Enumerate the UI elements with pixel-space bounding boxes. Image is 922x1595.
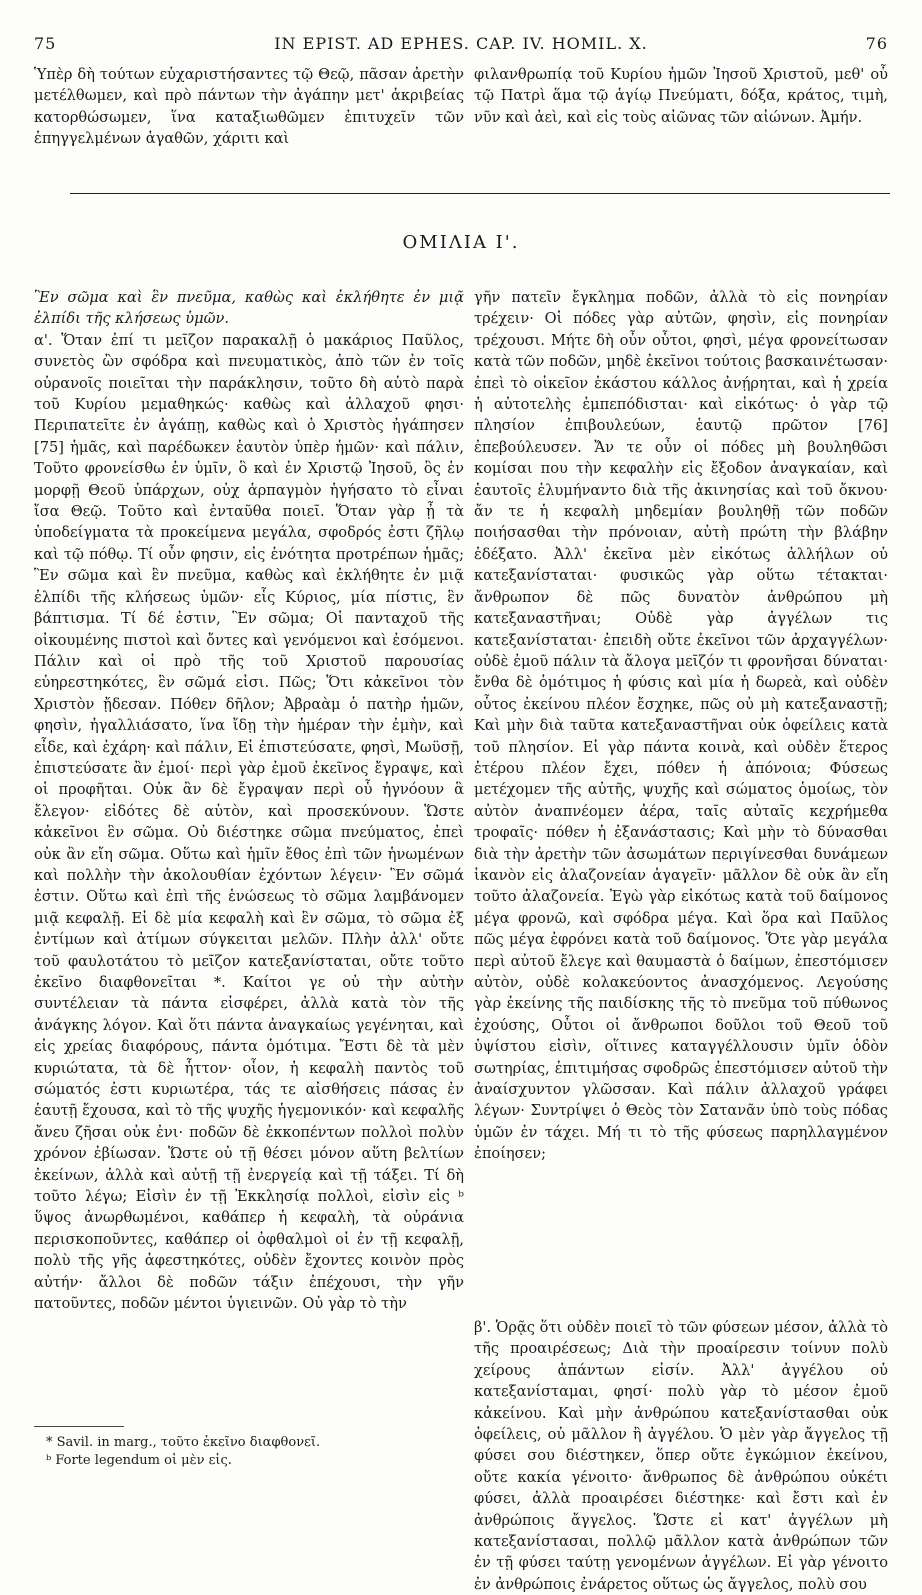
left-body-text: α'. Ὅταν ἐπί τι μεῖζον παρακαλῇ ὁ μακάριος Παῦλος, συνετὸς ὢν σφόδρα καὶ πνευματικὸς, ἀπὸ τῶν ἐν τοῖς οὐρανοῖς ποιεῖται τὴν παράκλησιν, τοῦτο δὴ αὐτὸ παρὰ τοῦ Κυρίου μεμαθηκώς· καθὼς καὶ ἀλλαχοῦ φησι· Περιπατεῖτε ἐν ἀγάπῃ, καθὼς καὶ ὁ Χριστὸς ἠγάπησεν [75] ἡμᾶς, καὶ παρέδωκεν ἑαυτὸν ὑπὲρ ἡμῶν· καὶ πάλιν, Τοῦτο φρονείσθω ἐν ὑμῖν, ὃ καὶ ἐν Χριστῷ Ἰησοῦ, ὃς ἐν μορφῇ Θεοῦ ὑπάρχων, οὐχ ἁρπαγμὸν ἡγήσατο τὸ εἶναι ἴσα Θεῷ. Τοῦτο καὶ ἐνταῦθα ποιεῖ. Ὅταν γὰρ ᾖ τὰ ὑποδείγματα τὰ προκείμενα μεγάλα, σφοδρός ἐστι ζῆλῳ καὶ τῷ πόθῳ. Τί οὖν φησιν, εἰς ἑνότητα προτρέπων ἡμᾶς; Ἓν σῶμα καὶ ἓν πνεῦμα, καθὼς καὶ ἐκλήθητε ἐν μιᾷ ἐλπίδι τῆς κλήσεως ὑμῶν· εἷς Κύριος, μία πίστις, ἓν βάπτισμα. Τί δέ ἐστιν, Ἓν σῶμα; Οἱ πανταχοῦ τῆς οἰκουμένης πιστοὶ καὶ ὄντες καὶ γενόμενοι καὶ ἐσόμενοι. Πάλιν καὶ οἱ πρὸ τῆς τοῦ Χριστοῦ παρουσίας εὐηρεστηκότες, ἓν σῶμά εἰσι. Πῶς; Ὅτι κἀκεῖνοι τὸν Χριστὸν ᾔδεσαν. Πόθεν δῆλον; Ἀβραὰμ ὁ πατὴρ ἡμῶν, φησὶν, ἠγαλλιάσατο, ἵνα ἴδῃ τὴν ἡμέραν τὴν ἐμὴν, καὶ εἶδε, καὶ ἐχάρη· καὶ πάλιν, Εἰ ἐπιστεύσατε, φησὶ, Μωϋσῇ, ἐπιστεύσατε ἂν ἐμοί· περὶ γὰρ ἐμοῦ ἐκεῖνος ἔγραψε, καὶ οἱ προφῆται. Οὐκ ἂν δὲ ἔγραψαν περὶ οὗ ἠγνόουν ἃ ἔλεγον· εἰδότες δὲ αὐτὸν, καὶ προσεκύνουν. Ὥστε κἀκεῖνοι ἓν σῶμα. Οὐ διέστηκε σῶμα πνεύματος, ἐπεὶ οὐκ ἂν εἴη σῶμα. Οὕτω καὶ ἡμῖν ἔθος ἐπὶ τῶν ἡνωμένων καὶ πολλὴν τὴν ἀκολουθίαν ἐχόντων λέγειν· Ἓν σῶμά ἐστιν. Οὕτω καὶ ἐπὶ τῆς ἑνώσεως τὸ σῶμα λαμβάνομεν μιᾷ κεφαλῇ. Εἰ δὲ μία κεφαλὴ καὶ ἓν σῶμα, τὸ σῶμα ἐξ ἐντίμων καὶ ἀτίμων σύγκειται μελῶν. Πλὴν ἀλλ' οὔτε τοῦ φαυλοτάτου τὸ μεῖζον κατεξανίσταται, οὔτε τοῦτο ἐκεῖνο διαφθονεῖται *. Καίτοι γε οὐ τὴν αὐτὴν συντέλειαν τὰ πάντα εἰσφέρει, ἀλλὰ κατὰ τὸν τῆς ἀνάγκης λόγον. Καὶ ὅτι πάντα ἀναγκαίως γεγένηται, καὶ εἰς χρείας διαφόρους, πάντα ὁμότιμα. Ἔστι δὲ τὰ μὲν κυριώτατα, τὰ δὲ ἧττον· οἷον, ἡ κεφαλὴ παντὸς τοῦ σώματός ἐστι κυριωτέρα, τάς τε αἰσθήσεις πάσας ἐν ἑαυτῇ ἔχουσα, καὶ τὸ τῆς ψυχῆς ἡγεμονικόν· καὶ κεφαλῆς ἄνευ ζῆσαι οὐκ ἐνι· ποδῶν δὲ ἐκκοπέντων πολλοὶ πολὺν χρόνον ἐβίωσαν. Ὥστε οὐ τῇ θέσει μόνον αὕτη βελτίων ἐκείνων, ἀλλὰ καὶ αὐτῇ τῇ ἐνεργείᾳ καὶ τῇ τάξει. Τί δὴ τοῦτο λέγω; Εἰσὶν ἐν τῇ Ἐκκλησίᾳ πολλοὶ, εἰσὶν εἰς ᵇ ὕψος ἀνωρθωμένοι, καθάπερ ἡ κεφαλὴ, τὰ οὐράνια περισκοποῦντες, καθάπερ οἱ ὀφθαλμοὶ οἱ ἐν τῇ κεφαλῇ, πολὺ τῆς γῆς ἀφεστηκότες, οὐδὲν ἔχοντες κοινὸν πρὸς αὐτήν· ἄλλοι δὲ ποδῶν τάξιν ἐπέχουσι, τὴν γῆν πατοῦντες, ποδῶν μέντοι ὑγιεινῶν. Οὐ γὰρ τὸ τὴν [34, 331, 464, 1313]
footnote-rule [34, 1426, 124, 1427]
closing-text-right: φιλανθρωπίᾳ τοῦ Κυρίου ἡμῶν Ἰησοῦ Χριστοῦ, μεθ' οὗ τῷ Πατρὶ ἅμα τῷ ἁγίῳ Πνεύματι, δόξα, κράτος, τιμὴ, νῦν καὶ ἀεὶ, καὶ εἰς τοὺς αἰῶνας τῶν αἰώνων. Ἀμήν. [474, 66, 888, 126]
closing-text-left: Ὑπὲρ δὴ τούτων εὐχαριστήσαντες τῷ Θεῷ, πᾶσαν ἀρετὴν μετέλθωμεν, καὶ πρὸ πάντων τὴν ἀγάπην μετ' ἀκριβείας κατορθώσωμεν, ἵνα καταξιωθῶμεν ἐπιτυχεῖν τῶν ἐπηγγελμένων ἀγαθῶν, χάριτι καὶ [34, 66, 464, 148]
running-title: IN EPIST. AD EPHES. CAP. IV. HOMIL. X. [274, 34, 648, 53]
right-body-text: γῆν πατεῖν ἔγκλημα ποδῶν, ἀλλὰ τὸ εἰς πονηρίαν τρέχειν· Οἱ πόδες γὰρ αὐτῶν, φησὶν, εἰς πονηρίαν τρέχουσι. Μήτε δὴ οὖν οὗτοι, φησὶ, μέγα φρονείτωσαν κατὰ τῶν ποδῶν, μηδὲ ἐκεῖνοι τούτοις βασκαινέτωσαν· ἐπεὶ τὸ οἰκεῖον ἑκάστου κάλλος ἀνῄρηται, καὶ ἡ χρεία ἡ αὐτοτελὴς ἐμπεπόδισται· καὶ εἰκότως· ὁ γὰρ τῷ πλησίον ἐπιβουλεύων, ἑαυτῷ πρῶτον [76] ἐπεβούλευσεν. Ἄν τε οὖν οἱ πόδες μὴ βουληθῶσι κομίσαι που τὴν κεφαλὴν εἰς ἔξοδον ἀναγκαίαν, καὶ ἑαυτοῖς ἐλυμήναντο διὰ τῆς ἀκινησίας καὶ τοῦ ὄκνου· ἄν τε ἡ κεφαλὴ μηδεμίαν βουληθῇ τῶν ποδῶν ποιήσασθαι τὴν πρόνοιαν, αὐτὴ πρώτη τὴν βλάβην ἐδέξατο. Ἀλλ' ἐκεῖνα μὲν εἰκότως ἀλλήλων οὐ κατεξανίσταται· φυσικῶς γὰρ οὕτω τέτακται· ἄνθρωπον δὲ πῶς δυνατὸν ἀνθρώπου μὴ κατεξαναστῆναι; Οὐδὲ γὰρ ἀγγέλων τις κατεξανίσταται· ἐπειδὴ οὔτε ἐκεῖνοι τῶν ἀρχαγγέλων· οὐδὲ ἐμοῦ πάλιν τὰ ἄλογα μεῖζόν τι φρονῆσαι δύναται· ἔνθα δὲ ὁμότιμος ἡ φύσις καὶ μία ἡ δωρεὰ, καὶ οὐδὲν οὗτος ἐκείνου πλέον ἔσχηκε, πῶς οὐ μὴ κατεξαναστῇ; Καὶ μὴν διὰ ταῦτα κατεξαναστῆναι οὐκ ὀφείλεις κατὰ τοῦ πλησίον. Εἰ γὰρ πάντα κοινὰ, καὶ οὐδὲν ἕτερος ἑτέρου πλέον ἔχει, πόθεν ἡ ἀπόνοια; Φύσεως μετέχομεν τῆς αὐτῆς, ψυχῆς καὶ σώματος ὁμοίως, τὸν αὐτὸν ἀναπνέομεν ἀέρα, ταῖς αὐταῖς κεχρήμεθα τροφαῖς· πόθεν ἡ ἐξανάστασις; Καὶ μὴν τὸ δύνασθαι διὰ τὴν ἀρετὴν τῶν ἀσωμάτων περιγίνεσθαι δυνάμεων ἱκανὸν εἰς ἀλαζονείαν ἀγαγεῖν· μᾶλλον δὲ οὐκ ἂν εἴη τοῦτο ἀλαζονεία. Ἐγὼ γὰρ εἰκότως κατὰ τοῦ δαίμονος μέγα φρονῶ, καὶ σφόδρα μέγα. Καὶ ὅρα καὶ Παῦλος πῶς μέγα ἐφρόνει κατὰ τοῦ δαίμονος. Ὅτε γὰρ μεγάλα περὶ αὐτοῦ ἔλεγε καὶ θαυμαστὰ ὁ δαίμων, ἐπεστόμισεν αὐτὸν, οὐδὲ κολακεύοντος ἀνασχόμενος. Λεγούσης γὰρ ἐκείνης τῆς παιδίσκης τῆς τὸ πνεῦμα τοῦ πύθωνος ἐχούσης, Οὗτοι οἱ ἄνθρωποι δοῦλοι τοῦ Θεοῦ τοῦ ὑψίστου εἰσὶν, οἵτινες καταγγέλλουσιν ὑμῖν ὁδὸν σωτηρίας, ἐπιτιμήσας σφοδρῶς ἐπεστόμισεν αὐτοῦ τὴν ἀναίσχυντον γλῶσσαν. Καὶ πάλιν ἀλλαχοῦ γράφει λέγων· Συντρίψει ὁ Θεὸς τὸν Σατανᾶν ὑπὸ τοὺς πόδας ὑμῶν ἐν τάχει. Μή τι τὸ τῆς φύσεως παρηλλαγμένον ἐποίησεν; [474, 289, 888, 1163]
top-left-column [34, 64, 464, 150]
footnote: * Savil. in marg., τοῦτο ἐκεῖνο διαφθονεῖ. [46, 1435, 321, 1450]
page-number-right: 76 [865, 34, 888, 53]
right-column-section-2 [474, 1317, 888, 1595]
running-header [34, 34, 888, 58]
homily-title: ΟΜΙΛΙΑ Ι'. [402, 232, 520, 253]
section-divider [70, 193, 890, 194]
right-column [474, 287, 888, 1165]
page-number-left: 75 [34, 34, 57, 53]
footnotes [46, 1434, 446, 1470]
footnote: ᵇ Forte legendum οἱ μὲν εἰς. [46, 1453, 232, 1468]
lemma: Ἓν σῶμα καὶ ἓν πνεῦμα, καθὼς καὶ ἐκλήθητε ἐν μιᾷ ἐλπίδι τῆς κλήσεως ὑμῶν. [34, 289, 464, 328]
left-column [34, 287, 464, 1315]
top-right-column [474, 64, 888, 128]
section-2-text: β'. Ὁρᾷς ὅτι οὐδὲν ποιεῖ τὸ τῶν φύσεων μέσον, ἀλλὰ τὸ τῆς προαιρέσεως; Διὰ τὴν προαίρεσιν τοίνυν πολὺ χείρους ἁπάντων εἰσίν. Ἀλλ' ἀγγέλου οὐ κατεξανίσταμαι, φησί· πολὺ γὰρ τὸ μέσον ἐμοῦ κἀκείνου. Καὶ μὴν ἀνθρώπου κατεξανίστασθαι οὐκ ὀφείλεις, οὐ μᾶλλον ἢ ἀγγέλου. Ὁ μὲν γὰρ ἄγγελος τῇ φύσει σου διέστηκεν, ὅπερ οὔτε ἐγκώμιον ἐκείνου, οὔτε κακία γένοιτο· ἄνθρωπος δὲ ἀνθρώπου οὐκέτι φύσει, ἀλλὰ προαιρέσει διέστηκε· καὶ ἔστι καὶ ἐν ἀνθρώποις ἄγγελος. Ὥστε εἰ κατ' ἀγγέλων μὴ κατεξανίστασαι, πολλῷ μᾶλλον κατὰ ἀνθρώπων τῶν ἐν τῇ φύσει ταύτῃ γενομένων ἀγγέλων. Εἰ γὰρ γένοιτο ἐν ἀνθρώποις ἐνάρετος οὕτως ὡς ἄγγελος, πολὺ σου [474, 1319, 888, 1593]
